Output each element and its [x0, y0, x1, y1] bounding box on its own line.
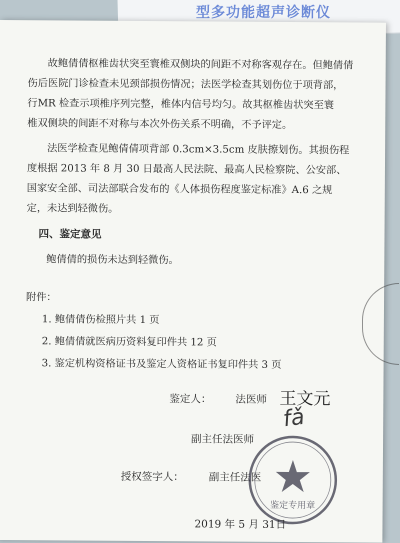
forensic-title: 法医师	[235, 393, 267, 406]
para2-line-1: 法医学检查见鲍倩倩项背部 0.3cm×3.5cm 皮肤擦划伤。其损伤程	[47, 143, 350, 157]
deputy-chief-title-2: 副主任法医	[208, 471, 262, 484]
official-seal	[246, 434, 339, 527]
para2-line-3: 国家安全部、司法部联合发布的《人体损伤程度鉴定标准》A.6 之规	[26, 183, 333, 197]
attachment-item-1: 1. 鲍倩倩伤检照片共 1 页	[41, 314, 160, 327]
deputy-chief-title-1: 副主任法医师	[191, 433, 255, 446]
para1-line-2: 伤后医院门诊检查未见颈部损伤情况；法医学检查其划伤位于项背部，	[27, 78, 344, 92]
para1-line-1: 故鲍倩倩枢椎齿状突至寰椎双侧块的间距不对称客观存在。但鲍倩倩	[47, 58, 354, 72]
attachment-item-3: 3. 鉴定机构资格证书及鉴定人资格证书复印件共 3 页	[41, 358, 282, 371]
underlying-sheet-title: 型多功能超声诊断仪	[196, 5, 331, 21]
para1-line-3: 行MR 检查示项椎序列完整，椎体内信号均匀。故其枢椎齿状突至寰	[27, 98, 335, 112]
section-heading: 四、鉴定意见	[38, 228, 102, 241]
handwritten-signature: fǎ	[281, 404, 307, 433]
attachments-title: 附件：	[26, 292, 57, 304]
opinion-text: 鲍倩倩的损伤未达到轻微伤。	[46, 254, 179, 267]
attachment-item-2: 2. 鲍倩倩就医病历资料复印件共 12 页	[41, 336, 217, 349]
forensic-signature: 王文元	[279, 388, 331, 410]
para2-line-4: 定，未达到轻微伤。	[26, 203, 119, 215]
appraiser-label: 鉴定人：	[169, 393, 212, 406]
para1-line-4: 椎双侧块的间距不对称与本次外伤关系不明确，不予评定。	[27, 118, 293, 132]
para2-line-2: 度根据 2013 年 8 月 30 日最高人民法院、最高人民检察院、公安部、	[26, 163, 347, 177]
seal-text: 鉴定专用章	[270, 500, 316, 512]
signature-date: 2019 年 5 月 31日	[194, 518, 287, 532]
authorized-signer-label: 授权签字人：	[120, 470, 184, 484]
document-page	[0, 20, 386, 543]
